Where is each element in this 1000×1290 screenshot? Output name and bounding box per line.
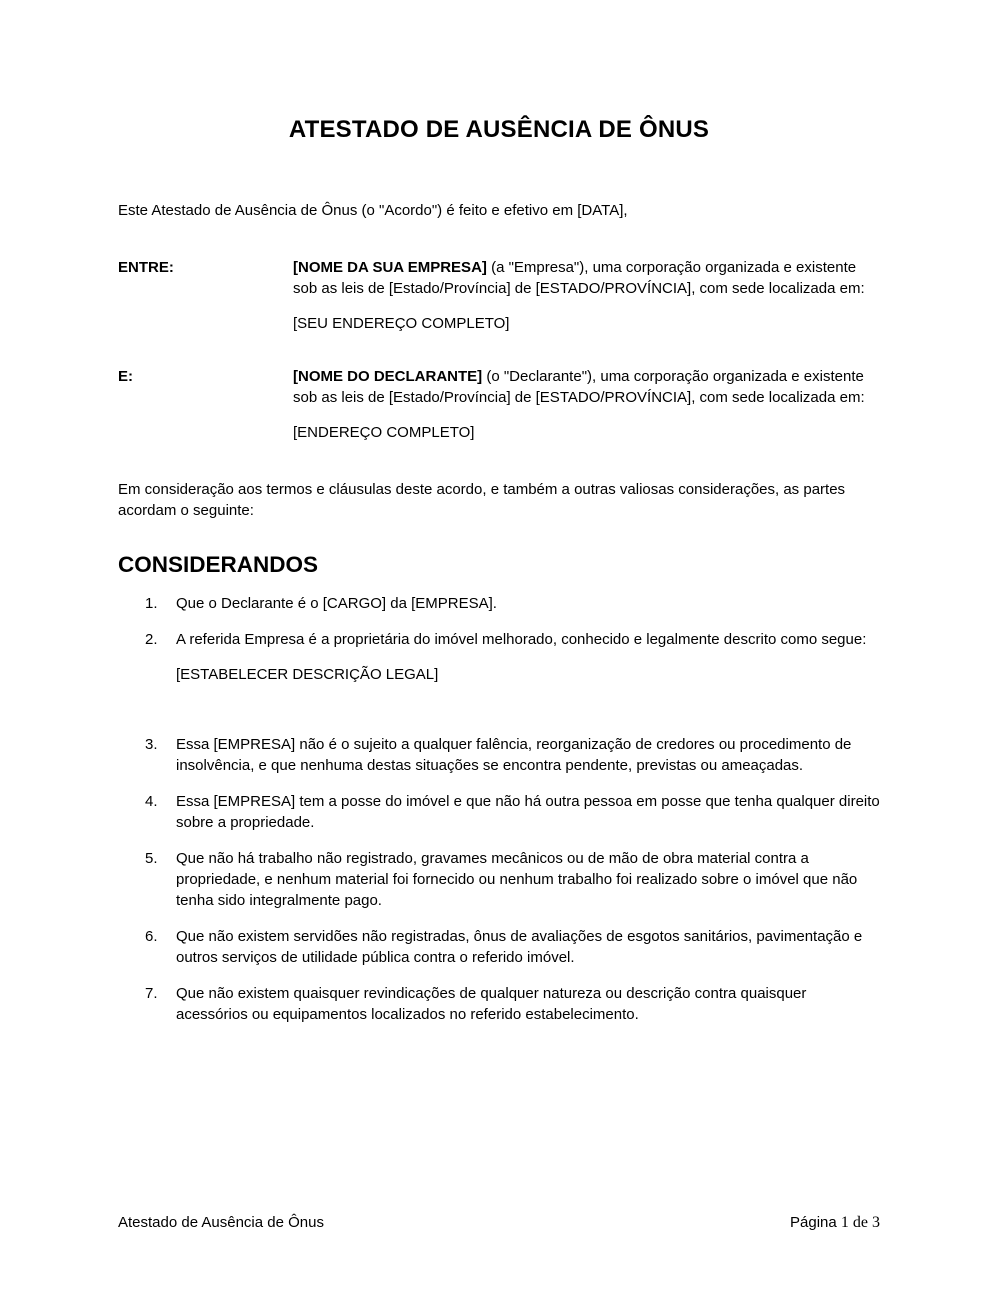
intro-paragraph: Este Atestado de Ausência de Ônus (o "Acordo") é feito e efetivo em [DATA], (118, 202, 628, 219)
party-body-e (293, 366, 880, 443)
clause-text: Que não existem servidões não registradas, ônus de avaliações de esgotos sanitários, pavimentação e outros serviços de utilidade pública contra o referido imóvel. (176, 928, 863, 966)
page-footer (118, 1212, 880, 1233)
clause-number: 5. (145, 850, 158, 867)
party-body-entre (293, 257, 880, 334)
clause-item-3 (145, 734, 880, 776)
clause-number: 7. (145, 985, 158, 1002)
clause-number: 4. (145, 793, 158, 810)
clause-item-4 (145, 791, 880, 833)
document-title: ATESTADO DE AUSÊNCIA DE ÔNUS (288, 116, 710, 143)
party-description (293, 257, 880, 299)
footer-document-name: Atestado de Ausência de Ônus (118, 1214, 324, 1231)
clause-number: 3. (145, 736, 158, 753)
party-description-rest: (a "Empresa"), uma corporação organizada e existente sob as leis de [Estado/Província] de [ESTADO/PROVÍNCIA], com sede localizada em: (293, 259, 865, 297)
clause-text: Essa [EMPRESA] não é o sujeito a qualquer falência, reorganização de credores ou procedimento de insolvência, e que nenhuma destas situações se encontra pendente, previstas ou ameaçadas. (176, 736, 852, 774)
clause-number: 2. (145, 631, 158, 648)
party-block-entre (118, 257, 880, 334)
party-name-placeholder: [NOME DO DECLARANTE] (293, 368, 483, 385)
party-block-e (118, 366, 880, 443)
clause-text-main: A referida Empresa é a proprietária do imóvel melhorado, conhecido e legalmente descrito como segue: (176, 631, 867, 648)
clause-item-2 (145, 629, 880, 719)
party-label-entre: ENTRE: (118, 259, 174, 276)
clause-text: Que não há trabalho não registrado, gravames mecânicos ou de mão de obra material contra a propriedade, e nenhum material foi fornecido ou nenhum trabalho foi realizado sobre o imóvel que não tenha sido integralmente pago. (176, 850, 858, 909)
clause-item-7 (145, 983, 880, 1025)
clause-text (176, 629, 880, 719)
footer-page-indicator (790, 1212, 880, 1233)
party-description (293, 366, 880, 408)
legal-description-placeholder: [ESTABELECER DESCRIÇÃO LEGAL] (176, 666, 439, 683)
party-name-placeholder: [NOME DA SUA EMPRESA] (293, 259, 487, 276)
clause-text: Essa [EMPRESA] tem a posse do imóvel e que não há outra pessoa em posse que tenha qualquer direito sobre a propriedade. (176, 793, 880, 831)
party-address-placeholder: [ENDEREÇO COMPLETO] (293, 424, 475, 441)
clause-item-6 (145, 926, 880, 968)
consideration-paragraph: Em consideração aos termos e cláusulas deste acordo, e também a outras valiosas considerações, as partes acordam o seguinte: (118, 481, 846, 519)
clause-text: Que não existem quaisquer revindicações de qualquer natureza ou descrição contra quaisquer acessórios ou equipamentos localizados no referido estabelecimento. (176, 985, 807, 1023)
footer-page-word: Página (790, 1214, 841, 1231)
section-heading-considerandos: CONSIDERANDOS (118, 552, 319, 577)
clause-item-5 (145, 848, 880, 911)
clause-number: 6. (145, 928, 158, 945)
clause-list (145, 593, 880, 1025)
clause-item-1 (145, 593, 880, 614)
clause-text: Que o Declarante é o [CARGO] da [EMPRESA]. (176, 595, 497, 612)
party-label-e: E: (118, 368, 133, 385)
footer-page-numbers: 1 de 3 (840, 1214, 880, 1231)
clause-number: 1. (145, 595, 158, 612)
party-description-rest: (o "Declarante"), uma corporação organizada e existente sob as leis de [Estado/Província] de [ESTADO/PROVÍNCIA], com sede localizada em: (293, 368, 865, 406)
party-address-placeholder: [SEU ENDEREÇO COMPLETO] (293, 315, 510, 332)
